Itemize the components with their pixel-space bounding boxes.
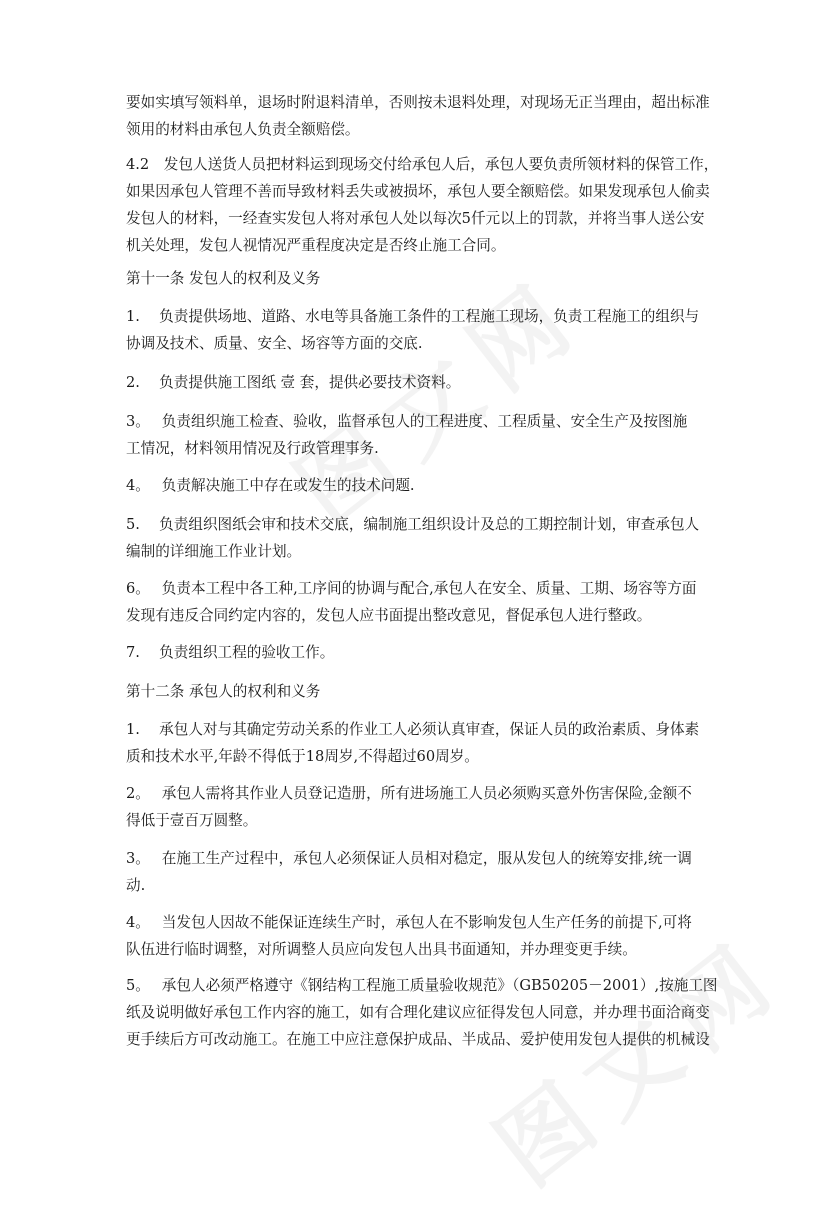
paragraph-11-7 [126, 639, 716, 666]
text-line: 4。 当发包人因故不能保证连续生产时，承包人在不影响发包人生产任务的前提下,可将 [126, 914, 692, 931]
text-line: 领用的材料由承包人负责全额赔偿。 [126, 121, 360, 138]
text-line: 7. 负责组织工程的验收工作。 [126, 644, 335, 661]
paragraph-12-4 [126, 909, 716, 963]
paragraph-11-3 [126, 408, 716, 462]
text-line: 队伍进行临时调整，对所调整人员应向发包人出具书面通知，并办理变更手续。 [126, 941, 637, 958]
text-line: 纸及说明做好承包工作内容的施工，如有合理化建议应征得发包人同意，并办理书面洽商变 [126, 1004, 710, 1021]
text-line: 工情况，材料领用情况及行政管理事务. [126, 440, 379, 457]
paragraph-12-2 [126, 780, 716, 834]
section-heading-11 [126, 265, 716, 292]
text-line: 1. 负责提供场地、道路、水电等具备施工条件的工程施工现场，负责工程施工的组织与 [126, 308, 700, 325]
paragraph-12-3 [126, 845, 716, 899]
paragraph-12-5 [126, 972, 716, 1053]
text-line: 4.2 发包人送货人员把材料运到现场交付给承包人后，承包人要负责所领材料的保管工作， [126, 156, 719, 173]
text-line: 2。 承包人需将其作业人员登记造册，所有进场施工人员必须购买意外伤害保险,金额不 [126, 785, 692, 802]
paragraph-11-5 [126, 511, 716, 565]
text-line: 机关处理，发包人视情况严重程度决定是否终止施工合同。 [126, 237, 506, 254]
paragraph-11-4 [126, 472, 716, 499]
text-line: 质和技术水平,年龄不得低于18周岁,不得超过60周岁。 [126, 748, 479, 765]
text-line: 2. 负责提供施工图纸 壹 套，提供必要技术资料。 [126, 374, 461, 391]
text-line: 发包人的材料，一经查实发包人将对承包人处以每次5仟元以上的罚款，并将当事人送公安 [126, 210, 705, 227]
section-heading-12 [126, 678, 716, 705]
text-line: 更手续后方可改动施工。在施工中应注意保护成品、半成品、爱护使用发包人提供的机械设 [126, 1031, 710, 1048]
heading-text: 第十二条 承包人的权利和义务 [126, 683, 321, 700]
text-line: 动. [126, 877, 146, 894]
text-line: 5. 负责组织图纸会审和技术交底，编制施工组织设计及总的工期控制计划，审查承包人 [126, 516, 700, 533]
paragraph-11-1 [126, 303, 716, 357]
text-line: 协调及技术、质量、安全、场容等方面的交底. [126, 335, 423, 352]
text-line: 4。 负责解决施工中存在或发生的技术问题. [126, 477, 415, 494]
text-line: 6。 负责本工程中各工种,工序间的协调与配合,承包人在安全、质量、工期、场容等方面 [126, 580, 697, 597]
text-line: 编制的详细施工作业计划。 [126, 543, 302, 560]
paragraph-11-2 [126, 369, 716, 396]
text-line: 如果因承包人管理不善而导致材料丢失或被损坏，承包人要全额赔偿。如果发现承包人偷卖 [126, 183, 710, 200]
paragraph-12-1 [126, 716, 716, 770]
text-line: 得低于壹百万圆整。 [126, 812, 258, 829]
paragraph-4-2 [126, 151, 719, 259]
text-line: 5。 承包人必须严格遵守《钢结构工程施工质量验收规范》（GB50205－2001）,按施工图 [126, 977, 718, 994]
text-line: 要如实填写领料单，退场时附退料清单，否则按未退料处理，对现场无正当理由，超出标准 [126, 94, 710, 111]
text-line: 发现有违反合同约定内容的，发包人应书面提出整改意见，督促承包人进行整政。 [126, 607, 652, 624]
text-line: 1. 承包人对与其确定劳动关系的作业工人必须认真审查，保证人员的政治素质、身体素 [126, 721, 700, 738]
heading-text: 第十一条 发包人的权利及义务 [126, 270, 321, 287]
text-line: 3。 负责组织施工检查、验收，监督承包人的工程进度、工程质量、安全生产及按图施 [126, 413, 688, 430]
text-line: 3。 在施工生产过程中，承包人必须保证人员相对稳定，服从发包人的统筹安排,统一调 [126, 850, 692, 867]
paragraph-11-6 [126, 575, 716, 629]
paragraph-material-claim [126, 89, 716, 143]
